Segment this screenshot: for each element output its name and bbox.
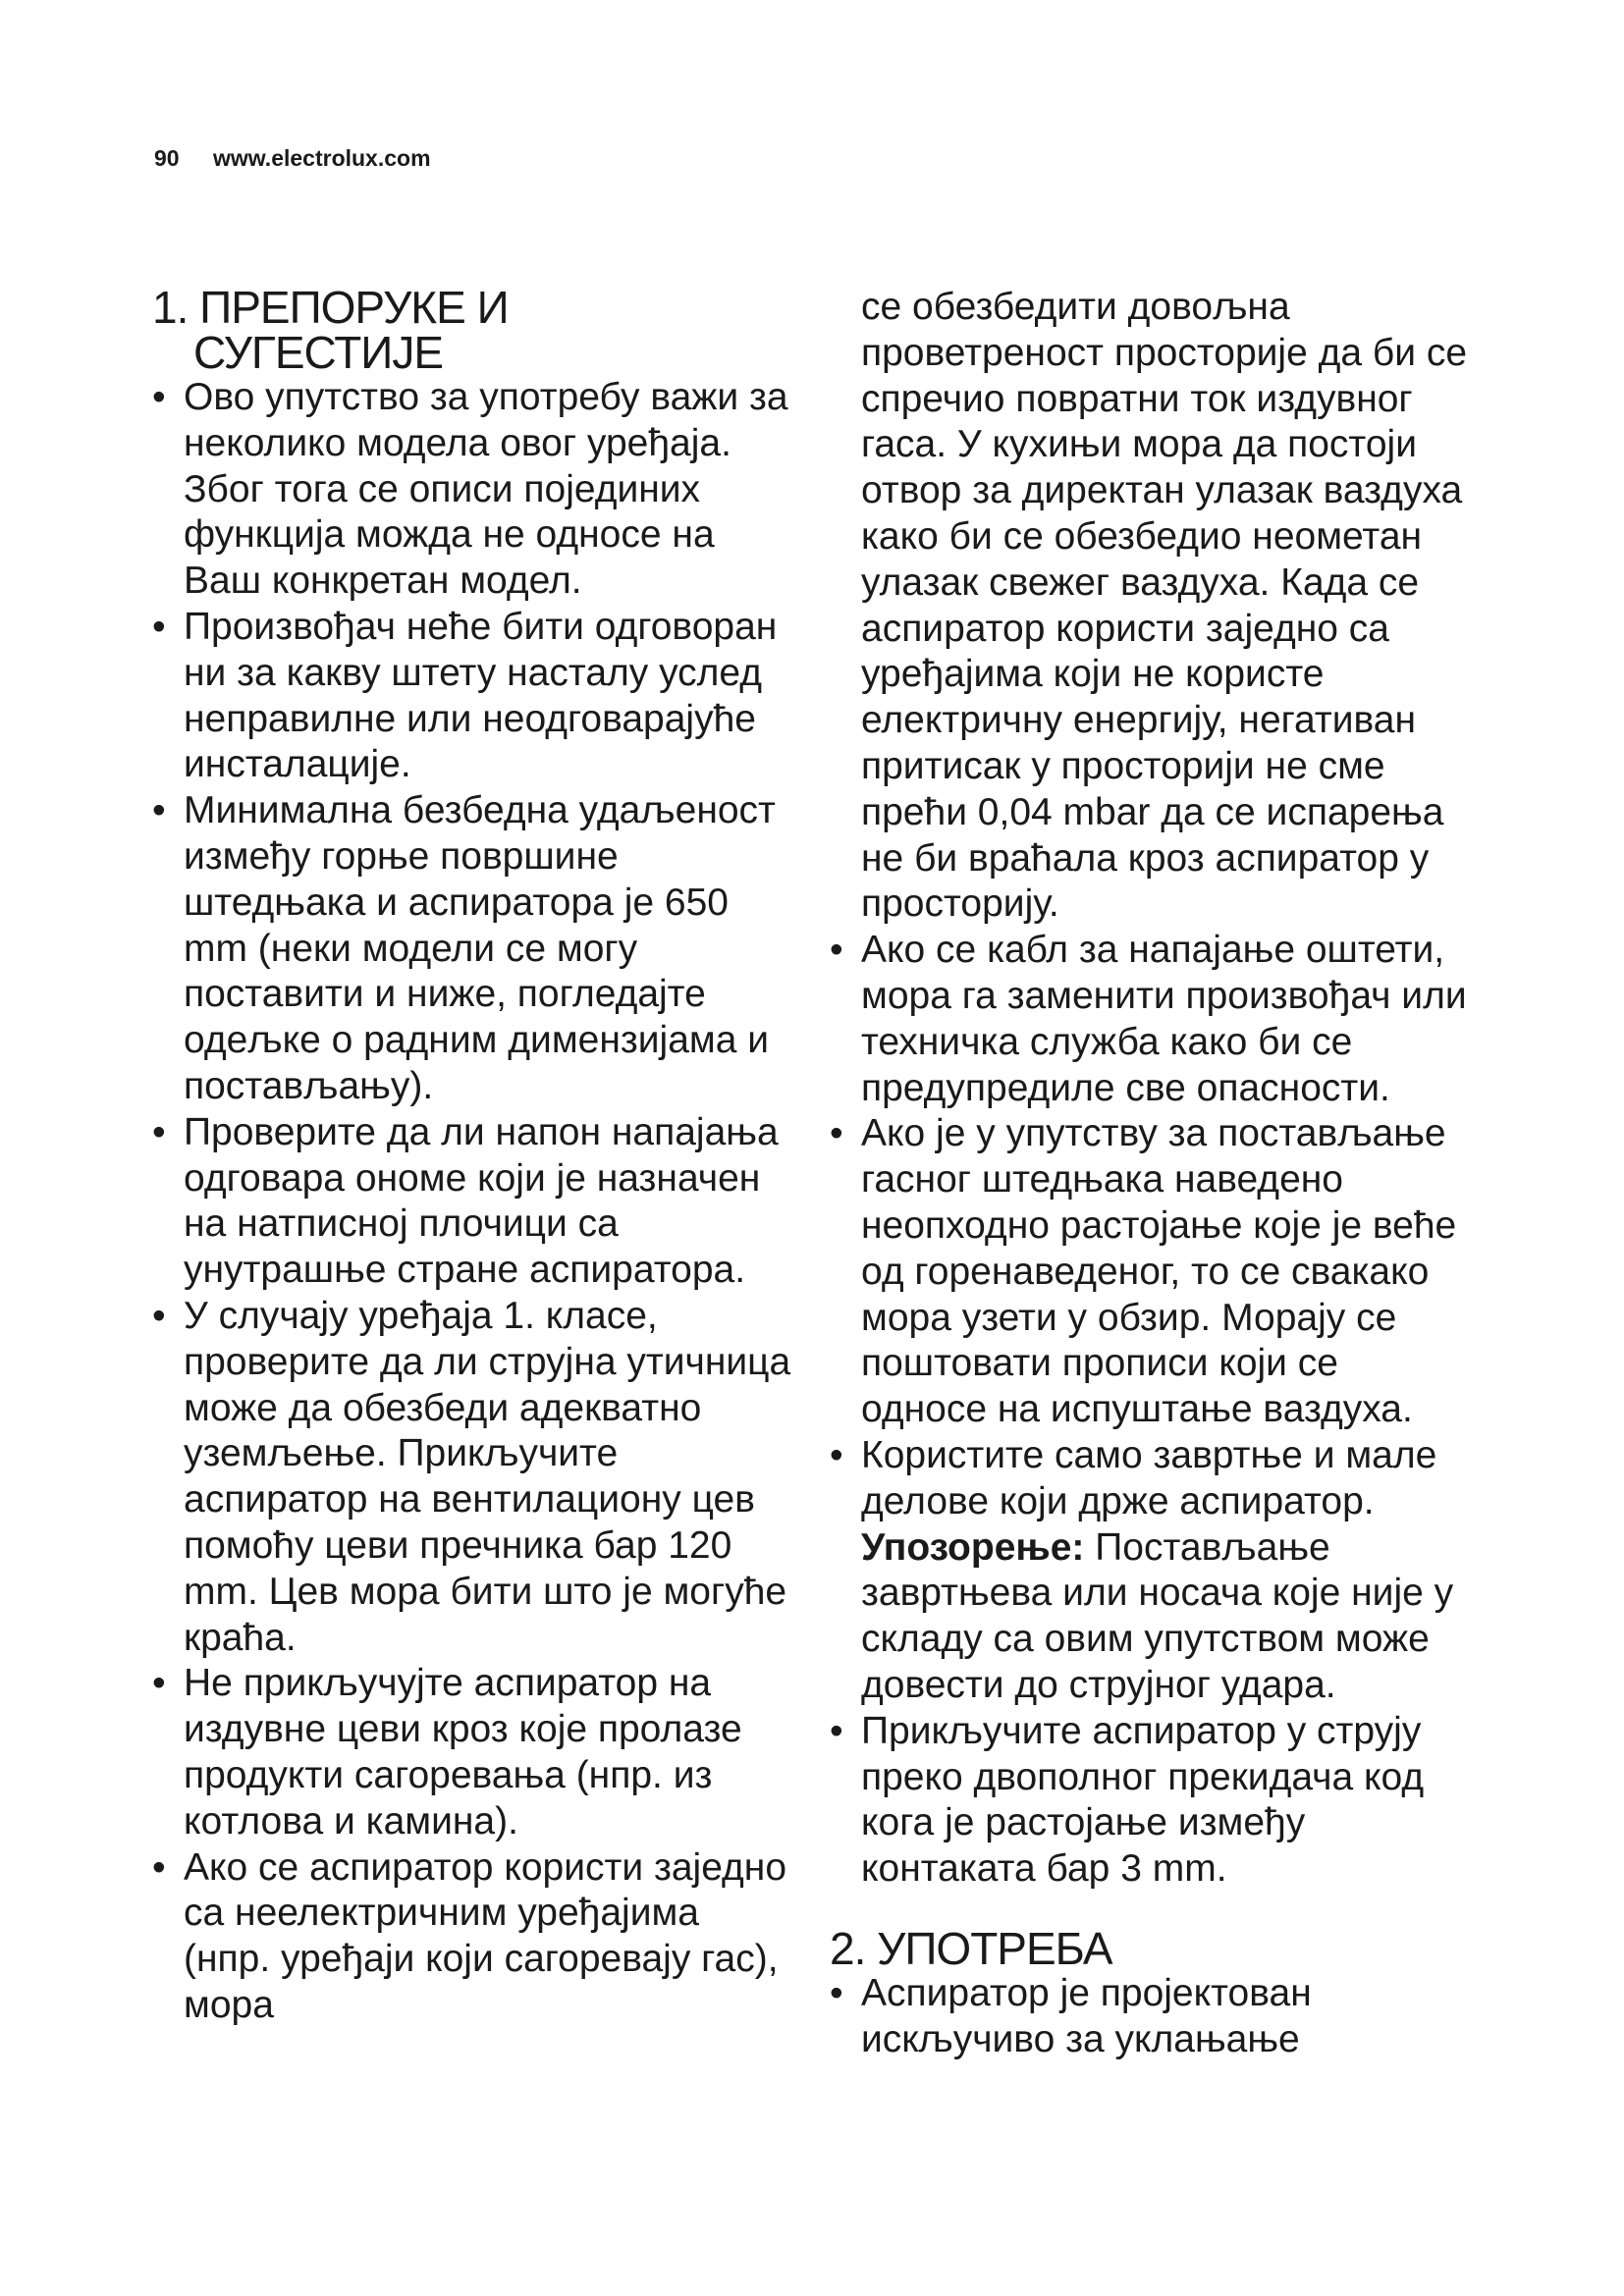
website-url[interactable]: www.electrolux.com [212,145,431,171]
list-item: • Прикључите аспиратор у струју преко двополног прекидача код кога је растојање између контаката бар 3 mm. [830,1709,1470,1893]
list-item-screws [830,1433,1470,1709]
page-header [154,145,431,172]
section-2-list [830,1971,1470,2063]
list-item: • Ово упутство за употребу важи за неколико модела овог уређаја. Због тога се описи појединих функција можда не односе на Ваш конкретан модел. [152,375,792,605]
list-item: • У случају уређаја 1. класе, проверите да ли струјна утичница може да обезбеди адекватно уземљење. Прикључите аспиратор на вентилациону цев помоћу цеви пречника бар 120 mm. Цев мора бити што је могуће краћа. [152,1294,792,1661]
list-item: • Ако се аспиратор користи заједно са неелектричним уређајима (нпр. уређаји који сагоревају гас), мора [152,1845,792,2029]
page-number: 90 [154,145,180,171]
left-column [152,282,792,2029]
screws-text: Користите само завртње и мале делове који држе аспиратор. [861,1433,1437,1522]
list-item: • Ако се кабл за напајање оштети, мора га заменити произвођач или техничка служба како би се предупредиле све опасности. [830,928,1470,1111]
warning-text: Постављање завртњева или носача које није у складу са овим упутством може довести до струјног удара. [861,1525,1454,1706]
section-1-title-line2: СУГЕСТИЈЕ [193,327,444,378]
right-column [830,285,1470,2062]
section-1-title [152,282,792,378]
section-1-list [152,375,792,2029]
list-item-continuation: се обезбедити довољна проветреност просторије да би се спречио повратни ток издувног гаса. У кухињи мора да постоји отвор за директан улазак ваздуха како би се обезбедио неометан улазак свежег ваздуха. Када се аспиратор користи заједно са уређајима који не користе електричну енергију, негативан притисак у просторији не сме прећи 0,04 mbar да се испарења не би враћала кроз аспиратор у просторију. [861,286,1468,926]
list-item: • Ако је у упутству за постављање гасног штедњака наведено неопходно растојање које је веће од горенаведеног, то се свакако мора узети у обзир. Морају се поштовати прописи који се односе на испуштање ваздуха. [830,1111,1470,1433]
list-item: • Минимална безбедна удаљеност између горње површине штедњака и аспиратора је 650 mm (неки модели се могу поставити и ниже, погледајте одељке о радним димензијама и постављању). [152,788,792,1110]
section-1-list-continued [830,928,1470,1893]
warning-label: Упозорење: [861,1525,1085,1569]
list-item: • Аспиратор је пројектован искључиво за уклањање [830,1971,1470,2063]
list-item: • Произвођач неће бити одговоран ни за какву штету насталу услед неправилне или неодговарајуће инсталације. [152,605,792,788]
list-item: • Проверите да ли напон напајања одговара ономе који је назначен на натписној плочици са унутрашње стране аспиратора. [152,1110,792,1294]
list-item: • Не прикључујте аспиратор на издувне цеви кроз које пролазе продукти сагоревања (нпр. из котлова и камина). [152,1661,792,1844]
section-1-title-line1: 1. ПРЕПОРУКЕ И [152,282,509,333]
section-2-title: 2. УПОТРЕБА [830,1922,1112,1974]
